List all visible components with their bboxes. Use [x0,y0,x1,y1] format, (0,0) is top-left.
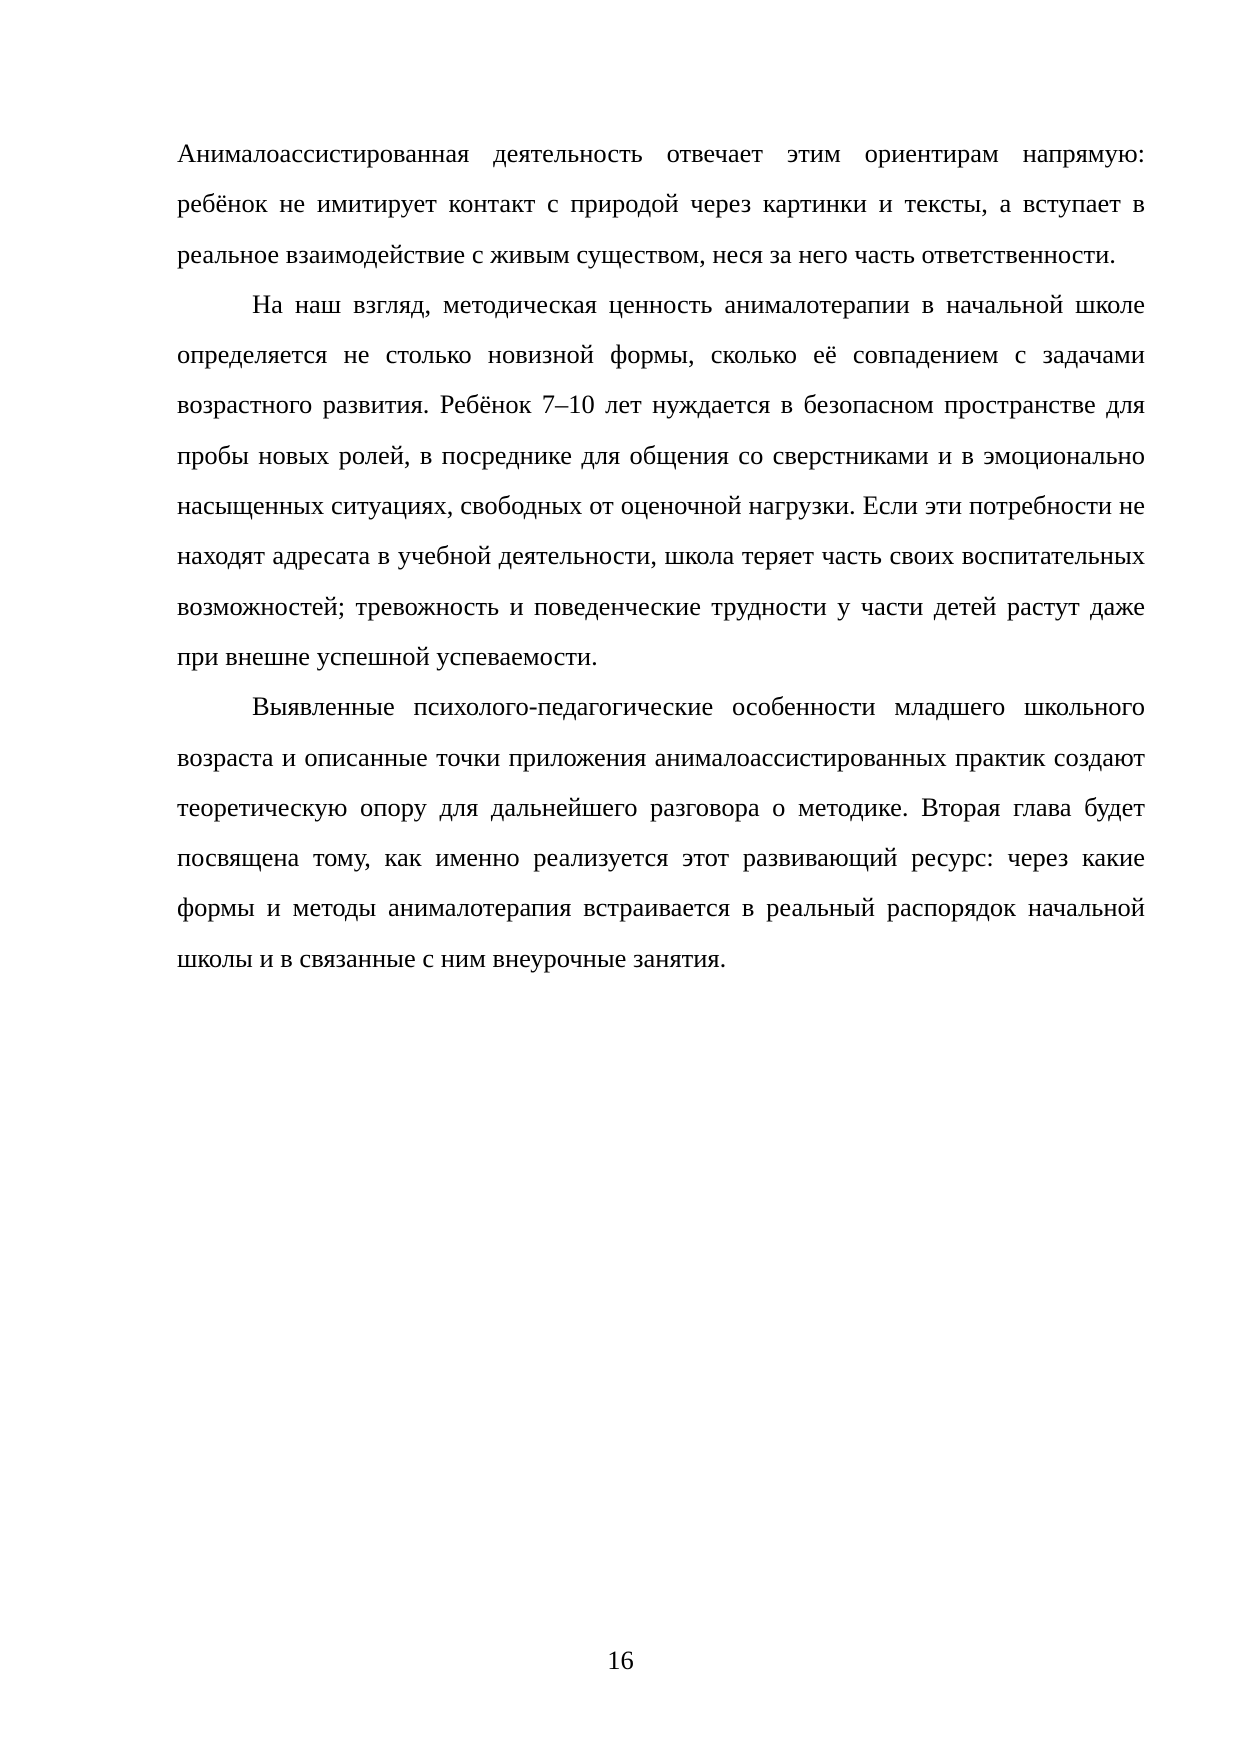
paragraph-conclusion: Выявленные психолого-педагогические особенности младшего школьного возраста и описанные точки приложения анималоассистированных практик создают теоретическую опору для дальнейшего разговора о методике. Вторая глава будет посвящена тому, как именно реализуется этот развивающий ресурс: через какие формы и методы анималотерапия встраивается в реальный распорядок начальной школы и в связанные с ним внеурочные занятия. [177,691,1145,973]
paragraph-continuation: Анималоассистированная деятельность отвечает этим ориентирам напрямую: ребёнок не имитирует контакт с природой через картинки и тексты, а вступает в реальное взаимодействие с живым существом, неся за него часть ответственности. [177,138,1145,269]
page-number: 16 [607,1645,634,1675]
document-body [177,128,1145,983]
paragraph-methodical-value: На наш взгляд, методическая ценность анималотерапии в начальной школе определяется не столько новизной формы, сколько её совпадением с задачами возрастного развития. Ребёнок 7–10 лет нуждается в безопасном пространстве для пробы новых ролей, в посреднике для общения со сверстниками и в эмоционально насыщенных ситуациях, свободных от оценочной нагрузки. Если эти потребности не находят адресата в учебной деятельности, школа теряет часть своих воспитательных возможностей; тревожность и поведенческие трудности у части детей растут даже при внешне успешной успеваемости. [177,288,1145,671]
